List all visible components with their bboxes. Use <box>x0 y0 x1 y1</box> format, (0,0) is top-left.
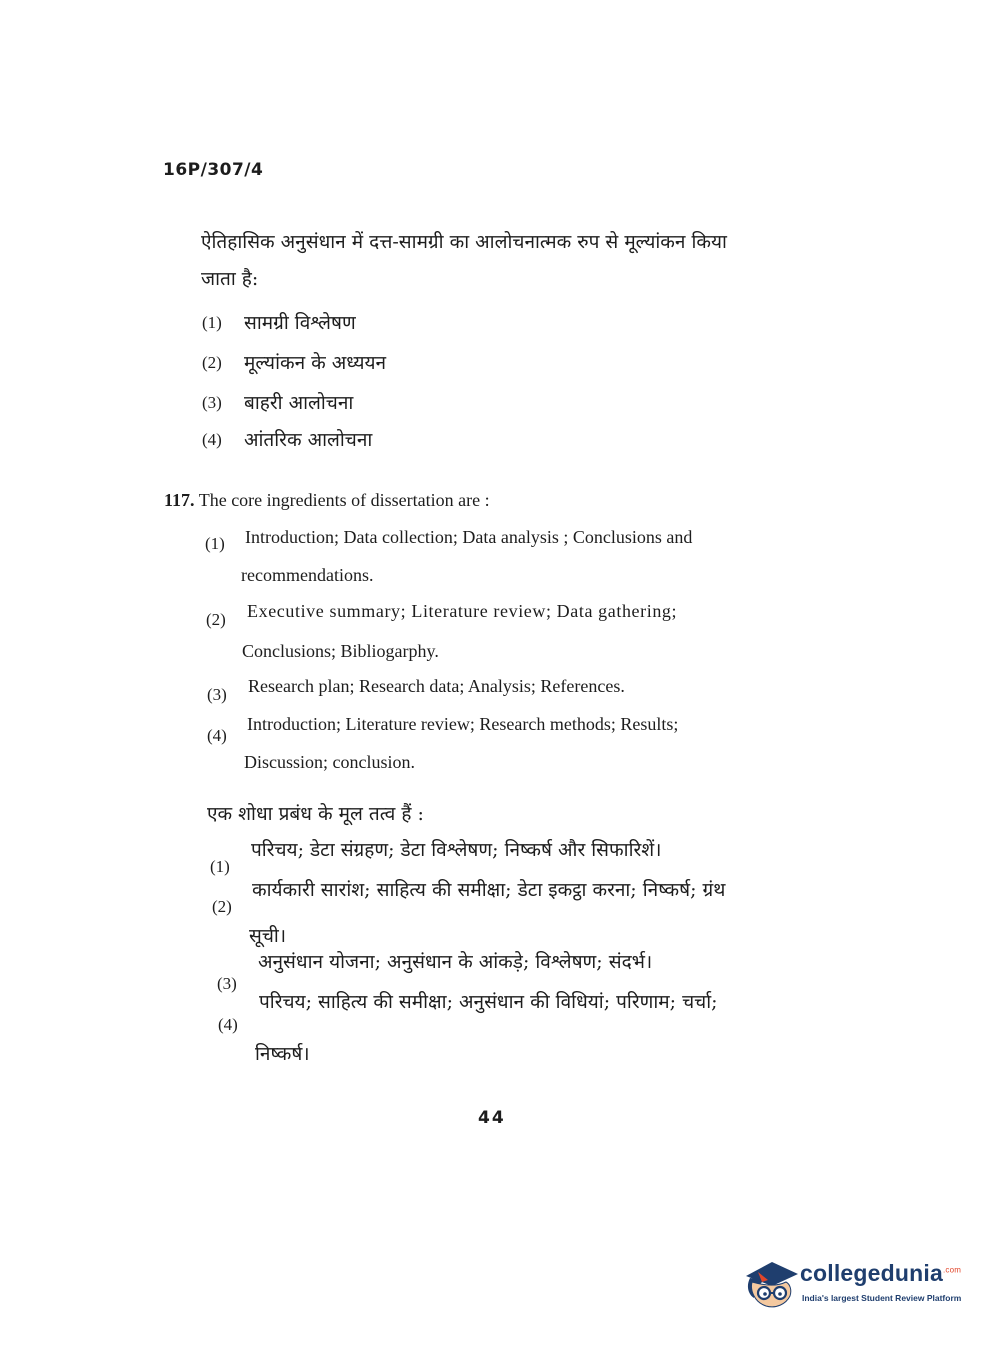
mascot-icon <box>740 1252 802 1310</box>
q116-option-1-number: (1) <box>202 313 222 332</box>
collegedunia-watermark <box>740 1252 970 1312</box>
q117-option-1-number: (1) <box>205 534 225 553</box>
q117-hindi-option-2-number: (2) <box>212 897 232 916</box>
brand-tagline: India's largest Student Review Platform <box>802 1293 962 1303</box>
q116-option-4-text: आंतरिक आलोचना <box>244 429 373 451</box>
q116-option-2-number: (2) <box>202 353 222 372</box>
q117-option-2-line1: Executive summary; Literature review; Data gathering; <box>247 601 678 621</box>
page-number: 44 <box>478 1108 506 1128</box>
q116-option-4-number: (4) <box>202 430 222 449</box>
q116-option-2-text: मूल्यांकन के अध्ययन <box>244 352 387 374</box>
q117-hindi-option-2-line1: कार्यकारी सारांश; साहित्य की समीक्षा; डेटा इकट्ठा करना; निष्कर्ष; ग्रंथ <box>252 879 726 901</box>
q116-option-1-text: सामग्री विश्लेषण <box>244 312 356 334</box>
q116-option-3-text: बाहरी आलोचना <box>244 392 354 414</box>
q117-option-3-number: (3) <box>207 685 227 704</box>
q117-option-3-line1: Research plan; Research data; Analysis; References. <box>248 676 625 696</box>
brand-text: collegedunia <box>800 1260 943 1286</box>
brand-name <box>800 1260 961 1287</box>
q117-option-1-line1: Introduction; Data collection; Data analysis ; Conclusions and <box>245 527 693 547</box>
q117-hindi-option-4-line1: परिचय; साहित्य की समीक्षा; अनुसंधान की विधियां; परिणाम; चर्चा; <box>259 991 718 1013</box>
q116-hindi-stem-line1: ऐतिहासिक अनुसंधान में दत्त-सामग्री का आलोचनात्मक रुप से मूल्यांकन किया <box>201 231 727 253</box>
q116-hindi-stem-line2: जाता है: <box>201 268 259 290</box>
q117-option-4-number: (4) <box>207 726 227 745</box>
q117-hindi-option-3-number: (3) <box>217 974 237 993</box>
q117-hindi-option-2-line2: सूची। <box>249 925 287 947</box>
brand-dotcom: .com <box>942 1265 962 1275</box>
q117-option-2-number: (2) <box>206 610 226 629</box>
q117-hindi-option-3-line1: अनुसंधान योजना; अनुसंधान के आंकड़े; विश्लेषण; संदर्भ। <box>258 951 653 973</box>
q117-hindi-option-4-line2: निष्कर्ष। <box>255 1043 310 1065</box>
q117-stem-line <box>164 490 490 511</box>
q116-option-3-number: (3) <box>202 393 222 412</box>
paper-code: 16P/307/4 <box>163 160 264 180</box>
q117-hindi-option-1-number: (1) <box>210 857 230 876</box>
q117-hindi-stem: एक शोधा प्रबंध के मूल तत्व हैं : <box>207 803 424 825</box>
q117-number: 117. <box>164 490 195 510</box>
q117-option-4-line1: Introduction; Literature review; Research methods; Results; <box>247 714 679 734</box>
q117-hindi-option-1-line1: परिचय; डेटा संग्रहण; डेटा विश्लेषण; निष्कर्ष और सिफारिशें। <box>251 839 662 861</box>
q117-hindi-option-4-number: (4) <box>218 1015 238 1034</box>
q117-stem: The core ingredients of dissertation are : <box>198 490 490 510</box>
q117-option-2-line2: Conclusions; Bibliogarphy. <box>242 641 439 661</box>
q117-option-1-line2: recommendations. <box>241 565 374 585</box>
q117-option-4-line2: Discussion; conclusion. <box>244 752 415 772</box>
